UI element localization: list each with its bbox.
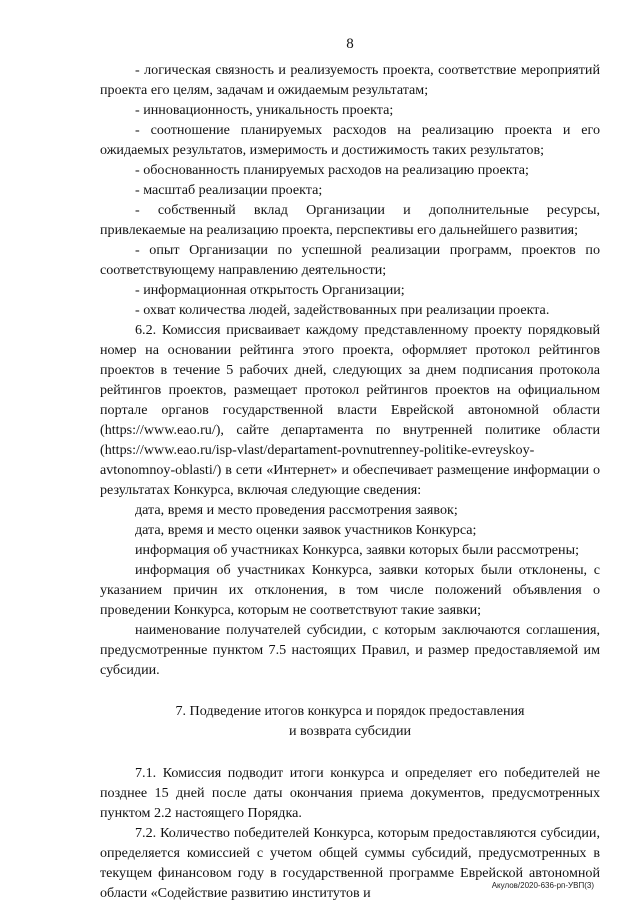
criterion-scale: - масштаб реализации проекта; [135, 182, 323, 198]
info-item-evaluation-date: дата, время и место оценки заявок участников Конкурса; [135, 522, 477, 538]
footer-document-code: Акулов/2020-636-рп-УВП(3) [491, 881, 594, 890]
criterion-cost-results-ratio: - соотношение планируемых расходов на реализацию проекта и его ожидаемых результатов, измеримость и достижимость таких результатов; [100, 122, 600, 158]
criterion-innovation: - инновационность, уникальность проекта; [135, 102, 394, 118]
clause-7-1: 7.1. Комиссия подводит итоги конкурса и определяет его победителей не позднее 15 дней после даты окончания приема документов, предусмотренных пунктом 2.2 настоящего Порядка. [100, 765, 600, 821]
criterion-own-contribution: - собственный вклад Организации и дополнительные ресурсы, привлекаемые на реализацию проекта, перспективы его дальнейшего развития; [100, 202, 600, 238]
criterion-openness: - информационная открытость Организации; [135, 282, 405, 298]
clause-7-2: 7.2. Количество победителей Конкурса, которым предоставляются субсидии, определяется комиссией с учетом общей суммы субсидий, предусмотренных в текущем финансовом году в государственной программе Еврейской автономной области «Содействие развитию институтов и [100, 825, 600, 901]
clause-6-2: 6.2. Комиссия присваивает каждому представленному проекту порядковый номер на основании рейтинга этого проекта, оформляет протокол рейтингов проектов в течение 5 рабочих дней, следующих за днем подписания протокола рейтингов проектов, размещает протокол рейтингов проектов на официальном портале органов государственной власти Еврейской автономной области (https://www.eao.ru/), сайте департамента по внутренней политике области (https://www.eao.ru/isp-vlast/departament-povnutrenney-politike-evreyskoy-avtonomnoy-oblasti/) в сети «Интернет» и обеспечивает размещение информации о результатах Конкурса, включая следующие сведения: [100, 322, 600, 498]
section-heading [100, 701, 600, 741]
criterion-experience: - опыт Организации по успешной реализации программ, проектов по соответствующему направлению деятельности; [100, 242, 600, 278]
info-item-reviewed-participants: информация об участниках Конкурса, заявки которых были рассмотрены; [135, 542, 579, 558]
info-item-review-date: дата, время и место проведения рассмотрения заявок; [135, 502, 458, 518]
section-heading-line-1: 7. Подведение итогов конкурса и порядок предоставления [175, 703, 525, 719]
page-number: 8 [346, 36, 354, 52]
info-item-recipients: наименование получателей субсидии, с которым заключаются соглашения, предусмотренные пунктом 7.5 настоящих Правил, и размер предоставляемой им субсидии. [100, 622, 600, 678]
criterion-logical-coherence: - логическая связность и реализуемость проекта, соответствие мероприятий проекта его целям, задачам и ожидаемым результатам; [100, 62, 600, 98]
section-heading-line-2: и возврата субсидии [288, 723, 412, 739]
criterion-cost-justification: - обоснованность планируемых расходов на реализацию проекта; [135, 162, 529, 178]
document-page [100, 0, 600, 905]
info-item-rejected-participants: информация об участниках Конкурса, заявки которых были отклонены, с указанием причин их отклонения, в том числе положений объявления о проведении Конкурса, которым не соответствуют такие заявки; [100, 562, 600, 618]
criterion-coverage: - охват количества людей, задействованных при реализации проекта. [135, 302, 550, 318]
document-body [100, 60, 600, 903]
